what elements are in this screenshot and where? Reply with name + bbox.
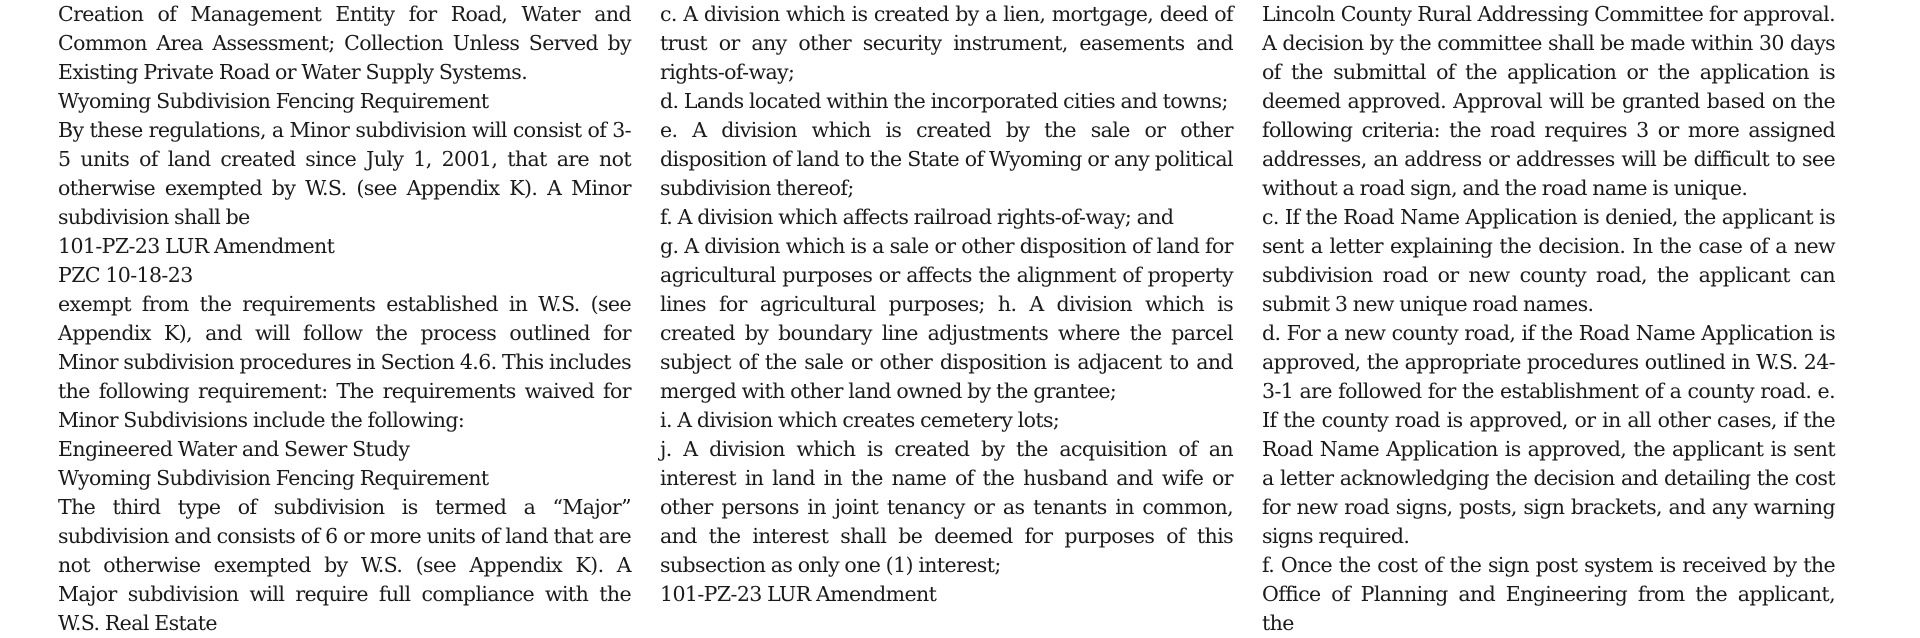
- text-column-2: [660, 0, 1233, 609]
- paragraph: PZC 10-18-23: [58, 263, 193, 287]
- paragraph: c. A division which is created by a lien, mortgage, deed of trust or any other security instrument, easements and rights-of-way;: [660, 2, 1233, 84]
- paragraph: d. For a new county road, if the Road Name Application is approved, the appropriate procedures outlined in W.S. 24-3-1 are followed for the establishment of a county road. e. If the county road is approved, or in all other cases, if the Road Name Application is approved, the applicant is sent a letter acknowledging the decision and detailing the cost for new road signs, posts, sign brackets, and any warning signs required.: [1262, 321, 1835, 548]
- paragraph: Wyoming Subdivision Fencing Requirement: [58, 466, 489, 490]
- paragraph: f. Once the cost of the sign post system is received by the Office of Planning and Engineering from the applicant, the: [1262, 553, 1835, 635]
- paragraph: The third type of subdivision is termed a “Major” subdivision and consists of 6 or more units of land that are not otherwise exempted by W.S. (see Appendix K). A Major subdivision will require full compliance with the W.S. Real Estate: [58, 495, 631, 635]
- paragraph: e. A division which is created by the sale or other disposition of land to the State of Wyoming or any political subdivision thereof;: [660, 118, 1233, 200]
- paragraph: Creation of Management Entity for Road, Water and Common Area Assessment; Collection Unless Served by Existing Private Road or Water Supply Systems.: [58, 2, 631, 84]
- paragraph: 101-PZ-23 LUR Amendment: [660, 582, 937, 606]
- paragraph: d. Lands located within the incorporated cities and towns;: [660, 89, 1228, 113]
- paragraph: 101-PZ-23 LUR Amendment: [58, 234, 335, 258]
- paragraph: exempt from the requirements established in W.S. (see Appendix K), and will follow the process outlined for Minor subdivision procedures in Section 4.6. This includes the following requirement: The requirements waived for Minor Subdivisions include the following:: [58, 292, 631, 432]
- paragraph: j. A division which is created by the acquisition of an interest in land in the name of the husband and wife or other persons in joint tenancy or as tenants in common, and the interest shall be deemed for purposes of this subsection as only one (1) interest;: [660, 437, 1233, 577]
- paragraph: Wyoming Subdivision Fencing Requirement: [58, 89, 489, 113]
- paragraph: f. A division which affects railroad rights-of-way; and: [660, 205, 1174, 229]
- text-column-3: [1262, 0, 1835, 638]
- paragraph: g. A division which is a sale or other disposition of land for agricultural purposes or affects the alignment of property lines for agricultural purposes; h. A division which is created by boundary line adjustments where the parcel subject of the sale or other disposition is adjacent to and merged with other land owned by the grantee;: [660, 234, 1233, 403]
- paragraph: Lincoln County Rural Addressing Committee for approval. A decision by the committee shall be made within 30 days of the submittal of the application or the application is deemed approved. Approval will be granted based on the following criteria: the road requires 3 or more assigned addresses, an address or addresses will be difficult to see without a road sign, and the road name is unique.: [1262, 2, 1835, 200]
- paragraph: i. A division which creates cemetery lots;: [660, 408, 1060, 432]
- paragraph: By these regulations, a Minor subdivision will consist of 3-5 units of land created since July 1, 2001, that are not otherwise exempted by W.S. (see Appendix K). A Minor subdivision shall be: [58, 118, 631, 229]
- paragraph: c. If the Road Name Application is denied, the applicant is sent a letter explaining the decision. In the case of a new subdivision road or new county road, the applicant can submit 3 new unique road names.: [1262, 205, 1835, 316]
- text-column-1: [58, 0, 631, 638]
- paragraph: Engineered Water and Sewer Study: [58, 437, 410, 461]
